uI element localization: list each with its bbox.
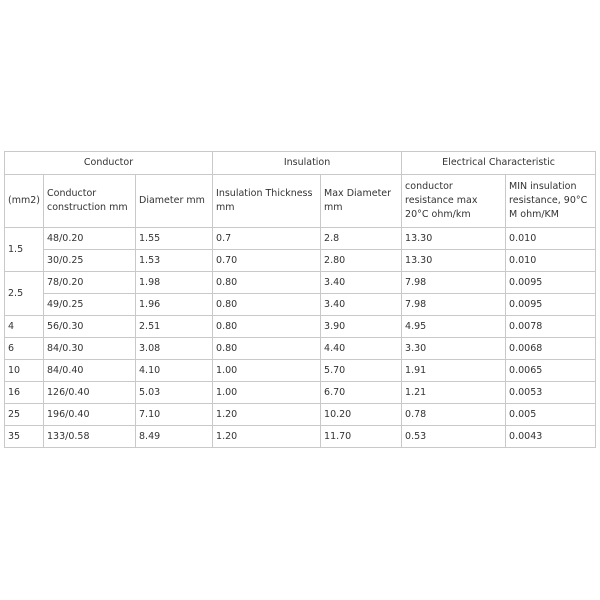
col-max-diameter: Max Diameter mm xyxy=(321,175,402,228)
cell-min-insulation: 0.005 xyxy=(506,404,596,426)
cell-insulation-thickness: 1.00 xyxy=(213,360,321,382)
table-row xyxy=(5,294,596,316)
cell-resistance: 4.95 xyxy=(402,316,506,338)
cell-construction: 78/0.20 xyxy=(44,272,136,294)
col-size: (mm2) xyxy=(5,175,44,228)
cell-insulation-thickness: 0.80 xyxy=(213,316,321,338)
cell-min-insulation: 0.010 xyxy=(506,228,596,250)
cell-size: 35 xyxy=(5,426,44,448)
cell-size: 25 xyxy=(5,404,44,426)
cell-insulation-thickness: 0.7 xyxy=(213,228,321,250)
cell-resistance: 13.30 xyxy=(402,250,506,272)
cell-size: 16 xyxy=(5,382,44,404)
table-row xyxy=(5,404,596,426)
cell-min-insulation: 0.0053 xyxy=(506,382,596,404)
cell-resistance: 7.98 xyxy=(402,272,506,294)
cell-diameter: 1.98 xyxy=(136,272,213,294)
cell-construction: 56/0.30 xyxy=(44,316,136,338)
cell-max-diameter: 2.80 xyxy=(321,250,402,272)
cell-insulation-thickness: 1.20 xyxy=(213,426,321,448)
col-diameter: Diameter mm xyxy=(136,175,213,228)
cell-size: 4 xyxy=(5,316,44,338)
cell-resistance: 1.21 xyxy=(402,382,506,404)
group-electrical: Electrical Characteristic xyxy=(402,152,596,175)
table-row xyxy=(5,360,596,382)
cell-min-insulation: 0.0065 xyxy=(506,360,596,382)
cell-diameter: 2.51 xyxy=(136,316,213,338)
cell-min-insulation: 0.0095 xyxy=(506,272,596,294)
cell-diameter: 4.10 xyxy=(136,360,213,382)
group-insulation: Insulation xyxy=(213,152,402,175)
cell-diameter: 8.49 xyxy=(136,426,213,448)
cell-diameter: 1.96 xyxy=(136,294,213,316)
table-row xyxy=(5,338,596,360)
table-row xyxy=(5,250,596,272)
table-row xyxy=(5,228,596,250)
cell-diameter: 3.08 xyxy=(136,338,213,360)
cell-construction: 84/0.40 xyxy=(44,360,136,382)
cell-construction: 196/0.40 xyxy=(44,404,136,426)
cell-max-diameter: 3.90 xyxy=(321,316,402,338)
col-insulation-thickness: Insulation Thickness mm xyxy=(213,175,321,228)
cell-max-diameter: 5.70 xyxy=(321,360,402,382)
cell-min-insulation: 0.0043 xyxy=(506,426,596,448)
cell-diameter: 1.55 xyxy=(136,228,213,250)
cell-min-insulation: 0.0068 xyxy=(506,338,596,360)
cell-construction: 30/0.25 xyxy=(44,250,136,272)
cell-resistance: 7.98 xyxy=(402,294,506,316)
cell-max-diameter: 3.40 xyxy=(321,272,402,294)
cell-resistance: 0.78 xyxy=(402,404,506,426)
cell-min-insulation: 0.0078 xyxy=(506,316,596,338)
cable-spec-table xyxy=(4,151,596,448)
cell-insulation-thickness: 0.80 xyxy=(213,338,321,360)
cell-construction: 133/0.58 xyxy=(44,426,136,448)
cell-max-diameter: 6.70 xyxy=(321,382,402,404)
cell-size: 10 xyxy=(5,360,44,382)
cell-max-diameter: 11.70 xyxy=(321,426,402,448)
cell-diameter: 1.53 xyxy=(136,250,213,272)
col-construction: Conductor construction mm xyxy=(44,175,136,228)
cell-resistance: 1.91 xyxy=(402,360,506,382)
cell-size: 1.5 xyxy=(5,228,44,272)
cell-construction: 126/0.40 xyxy=(44,382,136,404)
table-row xyxy=(5,316,596,338)
cell-min-insulation: 0.0095 xyxy=(506,294,596,316)
cell-construction: 49/0.25 xyxy=(44,294,136,316)
table-row xyxy=(5,272,596,294)
cell-construction: 84/0.30 xyxy=(44,338,136,360)
cell-max-diameter: 10.20 xyxy=(321,404,402,426)
cell-resistance: 13.30 xyxy=(402,228,506,250)
cell-insulation-thickness: 1.00 xyxy=(213,382,321,404)
cell-resistance: 3.30 xyxy=(402,338,506,360)
cell-insulation-thickness: 1.20 xyxy=(213,404,321,426)
table-row xyxy=(5,382,596,404)
cell-insulation-thickness: 0.80 xyxy=(213,272,321,294)
cell-max-diameter: 2.8 xyxy=(321,228,402,250)
group-header-row xyxy=(5,152,596,175)
cell-max-diameter: 4.40 xyxy=(321,338,402,360)
cell-max-diameter: 3.40 xyxy=(321,294,402,316)
col-min-insulation: MIN insulation resistance, 90°C M ohm/KM xyxy=(506,175,596,228)
cell-size: 6 xyxy=(5,338,44,360)
cell-min-insulation: 0.010 xyxy=(506,250,596,272)
cell-insulation-thickness: 0.80 xyxy=(213,294,321,316)
cell-diameter: 5.03 xyxy=(136,382,213,404)
cell-diameter: 7.10 xyxy=(136,404,213,426)
column-header-row xyxy=(5,175,596,228)
table-row xyxy=(5,426,596,448)
col-resistance: conductor resistance max 20°C ohm/km xyxy=(402,175,506,228)
group-conductor: Conductor xyxy=(5,152,213,175)
cell-construction: 48/0.20 xyxy=(44,228,136,250)
cell-insulation-thickness: 0.70 xyxy=(213,250,321,272)
cell-size: 2.5 xyxy=(5,272,44,316)
cell-resistance: 0.53 xyxy=(402,426,506,448)
